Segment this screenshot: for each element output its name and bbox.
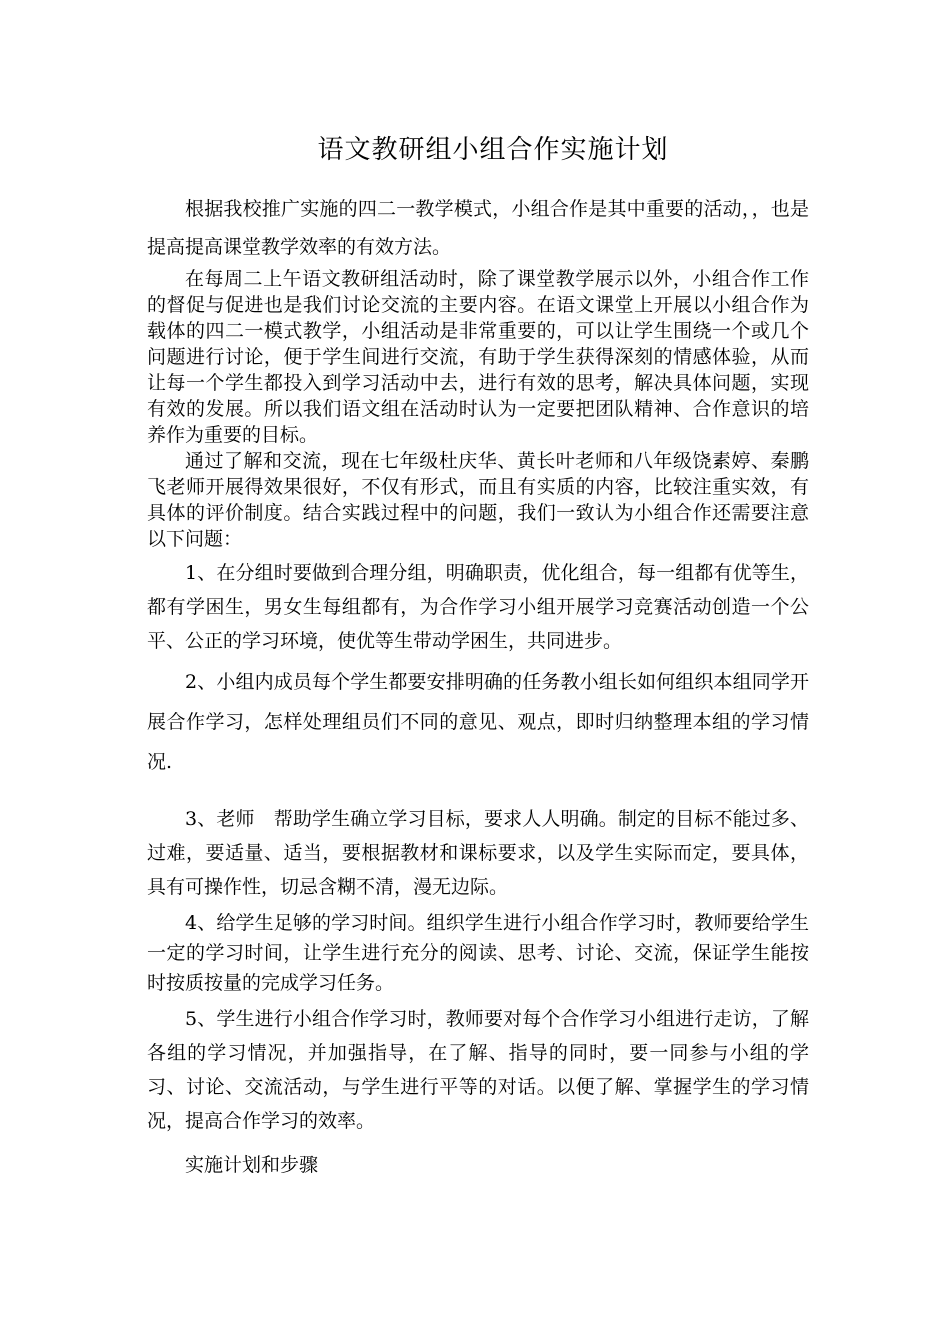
document-page xyxy=(147,128,809,1184)
paragraph-intro: 根据我校推广实施的四二一教学模式，小组合作是其中重要的活动，，也是提高提高课堂教学效率的有效方法。 xyxy=(147,198,809,258)
list-item: 4、给学生足够的学习时间。组织学生进行小组合作学习时，教师要给学生一定的学习时间，让学生进行充分的阅读、思考、讨论、交流，保证学生能按时按质按量的完成学习任务。 xyxy=(147,912,809,994)
list-item: 3、老师 帮助学生确立学习目标，要求人人明确。制定的目标不能过多、过难，要适量、适当，要根据教材和课标要求，以及学生实际而定，要具体，具有可操作性，切忌含糊不清，漫无边际。 xyxy=(147,808,809,898)
section-heading-plan: 实施计划和步骤 xyxy=(185,1154,319,1176)
list-item: 1、在分组时要做到合理分组，明确职责，优化组合，每一组都有优等生，都有学困生，男女生每组都有，为合作学习小组开展学习竞赛活动创造一个公平、公正的学习环境，使优等生带动学困生，共同进步。 xyxy=(147,562,809,652)
paragraph-observation: 通过了解和交流，现在七年级杜庆华、黄长叶老师和八年级饶素婷、秦鹏飞老师开展得效果很好，不仅有形式，而且有实质的内容，比较注重实效，有具体的评价制度。结合实践过程中的问题，我们一致认为小组合作还需要注意以下问题： xyxy=(147,450,809,550)
document-title: 语文教研组小组合作实施计划 xyxy=(317,135,669,165)
list-item: 5、学生进行小组合作学习时，教师要对每个合作学习小组进行走访，了解各组的学习情况，并加强指导，在了解、指导的同时，要一同参与小组的学习、讨论、交流活动，与学生进行平等的对话。以便了解、掌握学生的学习情况，提高合作学习的效率。 xyxy=(147,1008,809,1132)
list-item: 2、小组内成员每个学生都要安排明确的任务教小组长如何组织本组同学开展合作学习，怎样处理组员们不同的意见、观点，即时归纳整理本组的学习情况. xyxy=(147,671,809,773)
paragraph-activity: 在每周二上午语文教研组活动时，除了课堂教学展示以外，小组合作工作的督促与促进也是我们讨论交流的主要内容。在语文课堂上开展以小组合作为载体的四二一模式教学，小组活动是非常重要的，可以让学生围绕一个或几个问题进行讨论，便于学生间进行交流，有助于学生获得深刻的情感体验，从而让每一个学生都投入到学习活动中去，进行有效的思考，解决具体问题，实现有效的发展。所以我们语文组在活动时认为一定要把团队精神、合作意识的培养作为重要的目标。 xyxy=(147,268,809,446)
